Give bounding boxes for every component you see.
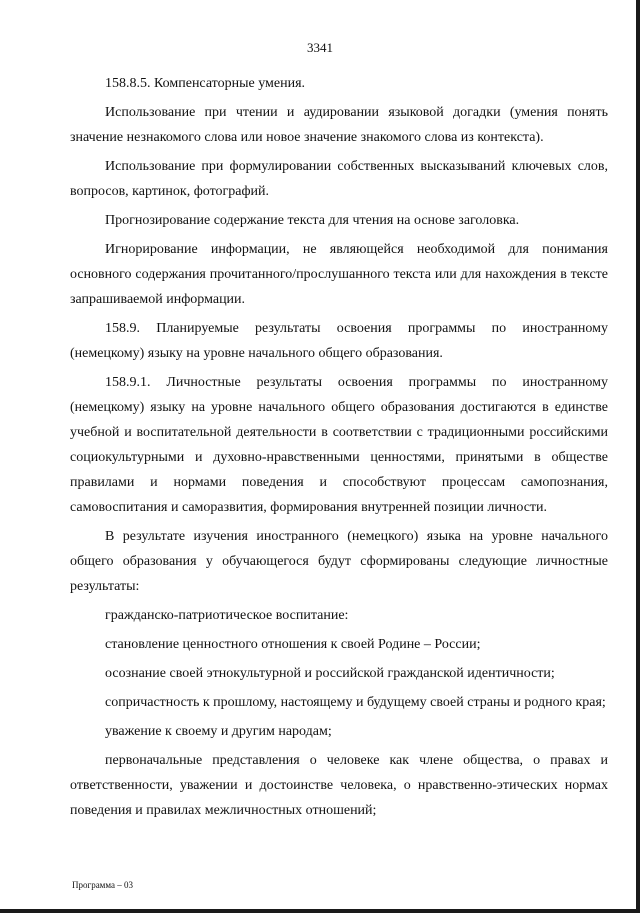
list-item-society-ideas: первоначальные представления о человеке как члене общества, о правах и ответственности, уважении и достоинстве человека, о нравственно-этических нормах поведения и правилах межличностных отношений; bbox=[70, 753, 608, 818]
list-item-identity: осознание своей этнокультурной и российской гражданской идентичности; bbox=[105, 665, 555, 681]
list-item-respect: уважение к своему и другим народам; bbox=[105, 724, 332, 739]
paragraph-ignoring-information: Игнорирование информации, не являющейся необходимой для понимания основного содержания прочитанного/прослушанного текста или для нахождения в тексте запрашиваемой информации. bbox=[70, 242, 608, 307]
document-body bbox=[70, 72, 608, 828]
paragraph-personal-results: 158.9.1. Личностные результаты освоения программы по иностранному (немецкому) языку на уровне начального общего образования достигаются в единстве учебной и воспитательной деятельности в соответствии с традиционными российскими социокультурными и духовно-нравственными ценностями, принятыми в обществе правилами и нормами поведения и способствуют процессам самопознания, самовоспитания и саморазвития, формирования внутренней позиции личности. bbox=[70, 375, 608, 515]
section-heading-158-8-5: 158.8.5. Компенсаторные умения. bbox=[105, 76, 306, 91]
paragraph-language-guess: Использование при чтении и аудировании языковой догадки (умения понять значение незнакомого слова или новое значение знакомого слова из контекста). bbox=[70, 105, 608, 145]
page-number: 3341 bbox=[307, 40, 333, 55]
paragraph-text-prediction: Прогнозирование содержание текста для чтения на основе заголовка. bbox=[105, 213, 520, 229]
list-item-involvement: сопричастность к прошлому, настоящему и будущему своей страны и родного края; bbox=[105, 694, 606, 710]
paragraph-results-intro: В результате изучения иностранного (немецкого) языка на уровне начального общего образования у обучающегося будут сформированы следующие личностные результаты: bbox=[70, 528, 608, 594]
scan-edge-right bbox=[636, 0, 640, 913]
footer-program-label: Программа – 03 bbox=[72, 880, 134, 890]
list-item-homeland-value: становление ценностного отношения к своей Родине – России; bbox=[105, 636, 481, 652]
paragraph-keywords-usage: Использование при формулировании собственных высказываний ключевых слов, вопросов, картинок, фотографий. bbox=[70, 159, 608, 199]
scan-edge-bottom bbox=[0, 909, 640, 913]
list-item-civic-education: гражданско-патриотическое воспитание: bbox=[105, 607, 349, 623]
section-heading-158-9: 158.9. Планируемые результаты освоения программы по иностранному (немецкому) языку на уровне начального общего образования. bbox=[70, 321, 608, 361]
